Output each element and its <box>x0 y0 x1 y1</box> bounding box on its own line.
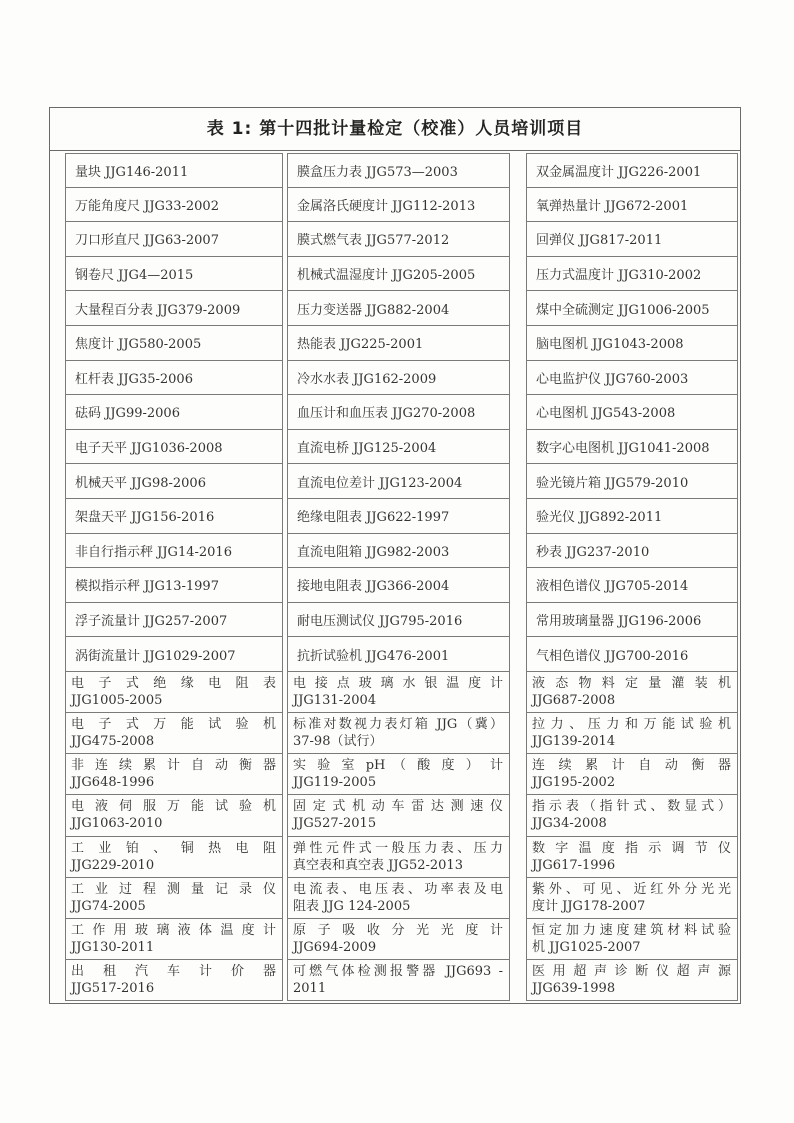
cell-line: 标准对数视力表灯箱 JJG（冀） <box>293 717 503 733</box>
cell-line: 度计 JJG178-2007 <box>532 898 646 914</box>
table-cell: 浮子流量计 JJG257-2007 <box>65 603 283 638</box>
cell-line: 机 JJG1025-2007 <box>532 940 641 956</box>
cell-line: 2011 <box>293 981 327 997</box>
table-cell: 耐电压测试仪 JJG795-2016 <box>287 603 510 638</box>
cell-line: 拉力、压力和万能试验机 <box>532 717 731 733</box>
table-cell <box>65 878 283 919</box>
table-cell: 煤中全硫测定 JJG1006-2005 <box>526 291 738 326</box>
table-cell: 回弹仪 JJG817-2011 <box>526 222 738 257</box>
table-cell: 电子天平 JJG1036-2008 <box>65 430 283 465</box>
table-cell: 热能表 JJG225-2001 <box>287 326 510 361</box>
table-cell: 机械天平 JJG98-2006 <box>65 464 283 499</box>
table-cell <box>65 919 283 960</box>
table-cell <box>287 754 510 795</box>
cell-line: JJG1063-2010 <box>71 816 163 832</box>
table-cell <box>526 754 738 795</box>
table-cell <box>65 837 283 878</box>
cell-line: JJG648-1996 <box>71 775 155 791</box>
cell-line: 弹性元件式一般压力表、压力 <box>293 840 503 856</box>
cell-line: 液 态 物 料 定 量 灌 装 机 <box>532 675 731 691</box>
table-cell: 模拟指示秤 JJG13-1997 <box>65 568 283 603</box>
table-cell: 验光仪 JJG892-2011 <box>526 499 738 534</box>
table-cell: 直流电桥 JJG125-2004 <box>287 430 510 465</box>
table-cell: 直流电阻箱 JJG982-2003 <box>287 534 510 569</box>
cell-line: JJG475-2008 <box>71 734 155 750</box>
table-cell <box>287 795 510 836</box>
training-table <box>49 107 741 1004</box>
column-1 <box>65 153 283 1001</box>
cell-line: 工 业 过 程 测 量 记 录 仪 <box>71 881 276 897</box>
table-cell: 氧弹热量计 JJG672-2001 <box>526 188 738 223</box>
table-cell: 秒表 JJG237-2010 <box>526 534 738 569</box>
table-cell: 金属洛氏硬度计 JJG112-2013 <box>287 188 510 223</box>
cell-line: 医 用 超 声 诊 断 仪 超 声 源 <box>532 964 731 980</box>
table-cell: 脑电图机 JJG1043-2008 <box>526 326 738 361</box>
cell-line: 可燃气体检测报警器 JJG693 - <box>293 964 503 980</box>
cell-line: 出 租 汽 车 计 价 器 <box>71 964 276 980</box>
table-cell: 非自行指示秤 JJG14-2016 <box>65 534 283 569</box>
table-cell <box>287 837 510 878</box>
table-cell <box>287 878 510 919</box>
cell-line: JJG139-2014 <box>532 734 616 750</box>
cell-line: 指示表（指针式、数显式） <box>532 799 731 815</box>
table-cell: 压力变送器 JJG882-2004 <box>287 291 510 326</box>
table-cell <box>65 960 283 1001</box>
table-cell: 架盘天平 JJG156-2016 <box>65 499 283 534</box>
cell-line: JJG1005-2005 <box>71 692 163 708</box>
table-cell <box>65 713 283 754</box>
cell-line: 真空表和真空表 JJG52-2013 <box>293 857 463 873</box>
table-cell: 冷水水表 JJG162-2009 <box>287 361 510 396</box>
table-cell <box>287 713 510 754</box>
table-cell: 双金属温度计 JJG226-2001 <box>526 153 738 188</box>
table-cell <box>65 795 283 836</box>
cell-line: JJG119-2005 <box>293 775 377 791</box>
cell-line: 电 子 式 绝 缘 电 阻 表 <box>71 675 276 691</box>
table-cell: 直流电位差计 JJG123-2004 <box>287 464 510 499</box>
cell-line: 固 定 式 机 动 车 雷 达 测 速 仪 <box>293 799 503 815</box>
table-cell <box>526 837 738 878</box>
cell-line: JJG195-2002 <box>532 775 616 791</box>
table-cell: 验光镜片箱 JJG579-2010 <box>526 464 738 499</box>
table-cell <box>526 919 738 960</box>
cell-line: 工 业 铂 、 铜 热 电 阻 <box>71 840 276 856</box>
table-cell <box>526 795 738 836</box>
column-3 <box>526 153 738 1001</box>
cell-line: 非 连 续 累 计 自 动 衡 器 <box>71 758 276 774</box>
cell-line: 工作用玻璃液体温度计 <box>71 923 276 939</box>
table-cell: 气相色谱仪 JJG700-2016 <box>526 637 738 672</box>
table-cell <box>287 919 510 960</box>
cell-line: JJG74-2005 <box>71 898 146 914</box>
table-cell <box>287 960 510 1001</box>
table-cell: 万能角度尺 JJG33-2002 <box>65 188 283 223</box>
cell-line: 阻表 JJG 124-2005 <box>293 898 411 914</box>
table-cell: 钢卷尺 JJG4—2015 <box>65 257 283 292</box>
table-grid <box>50 151 740 1003</box>
table-cell: 膜盒压力表 JJG573—2003 <box>287 153 510 188</box>
table-cell: 刀口形直尺 JJG63-2007 <box>65 222 283 257</box>
table-cell: 液相色谱仪 JJG705-2014 <box>526 568 738 603</box>
cell-line: JJG617-1996 <box>532 857 616 873</box>
cell-line: JJG694-2009 <box>293 940 377 956</box>
table-cell: 压力式温度计 JJG310-2002 <box>526 257 738 292</box>
cell-line: 电 液 伺 服 万 能 试 验 机 <box>71 799 276 815</box>
table-cell: 绝缘电阻表 JJG622-1997 <box>287 499 510 534</box>
cell-line: 恒定加力速度建筑材料试验 <box>532 923 731 939</box>
table-cell: 砝码 JJG99-2006 <box>65 395 283 430</box>
cell-line: JJG130-2011 <box>71 940 155 956</box>
cell-line: 连 续 累 计 自 动 衡 器 <box>532 758 731 774</box>
cell-line: JJG517-2016 <box>71 981 155 997</box>
table-cell: 焦度计 JJG580-2005 <box>65 326 283 361</box>
table-cell: 涡街流量计 JJG1029-2007 <box>65 637 283 672</box>
table-cell <box>526 960 738 1001</box>
cell-line: JJG639-1998 <box>532 981 616 997</box>
table-cell: 接地电阻表 JJG366-2004 <box>287 568 510 603</box>
cell-line: 37-98（试行） <box>293 734 383 750</box>
table-cell <box>65 754 283 795</box>
table-cell: 心电图机 JJG543-2008 <box>526 395 738 430</box>
cell-line: JJG527-2015 <box>293 816 377 832</box>
column-2 <box>287 153 510 1001</box>
cell-line: 电流表、电压表、功率表及电 <box>293 881 503 897</box>
cell-line: JJG34-2008 <box>532 816 607 832</box>
table-cell: 大量程百分表 JJG379-2009 <box>65 291 283 326</box>
table-cell: 机械式温湿度计 JJG205-2005 <box>287 257 510 292</box>
table-cell: 杠杆表 JJG35-2006 <box>65 361 283 396</box>
cell-line: 实 验 室 pH （ 酸 度 ） 计 <box>293 758 503 774</box>
table-cell: 量块 JJG146-2011 <box>65 153 283 188</box>
cell-line: JJG131-2004 <box>293 692 377 708</box>
table-cell: 血压计和血压表 JJG270-2008 <box>287 395 510 430</box>
table-cell <box>526 672 738 713</box>
table-cell: 抗折试验机 JJG476-2001 <box>287 637 510 672</box>
cell-line: 电 子 式 万 能 试 验 机 <box>71 717 276 733</box>
table-cell: 心电监护仪 JJG760-2003 <box>526 361 738 396</box>
cell-line: 原 子 吸 收 分 光 光 度 计 <box>293 923 503 939</box>
table-cell <box>526 878 738 919</box>
table-cell: 数字心电图机 JJG1041-2008 <box>526 430 738 465</box>
table-cell: 常用玻璃量器 JJG196-2006 <box>526 603 738 638</box>
table-cell <box>65 672 283 713</box>
table-title: 表 1: 第十四批计量检定（校准）人员培训项目 <box>50 108 740 151</box>
cell-line: JJG687-2008 <box>532 692 616 708</box>
cell-line: 电 接 点 玻 璃 水 银 温 度 计 <box>293 675 503 691</box>
table-cell <box>287 672 510 713</box>
cell-line: JJG229-2010 <box>71 857 155 873</box>
cell-line: 紫外、可见、近红外分光光 <box>532 881 731 897</box>
table-cell: 膜式燃气表 JJG577-2012 <box>287 222 510 257</box>
table-cell <box>526 713 738 754</box>
cell-line: 数 字 温 度 指 示 调 节 仪 <box>532 840 731 856</box>
